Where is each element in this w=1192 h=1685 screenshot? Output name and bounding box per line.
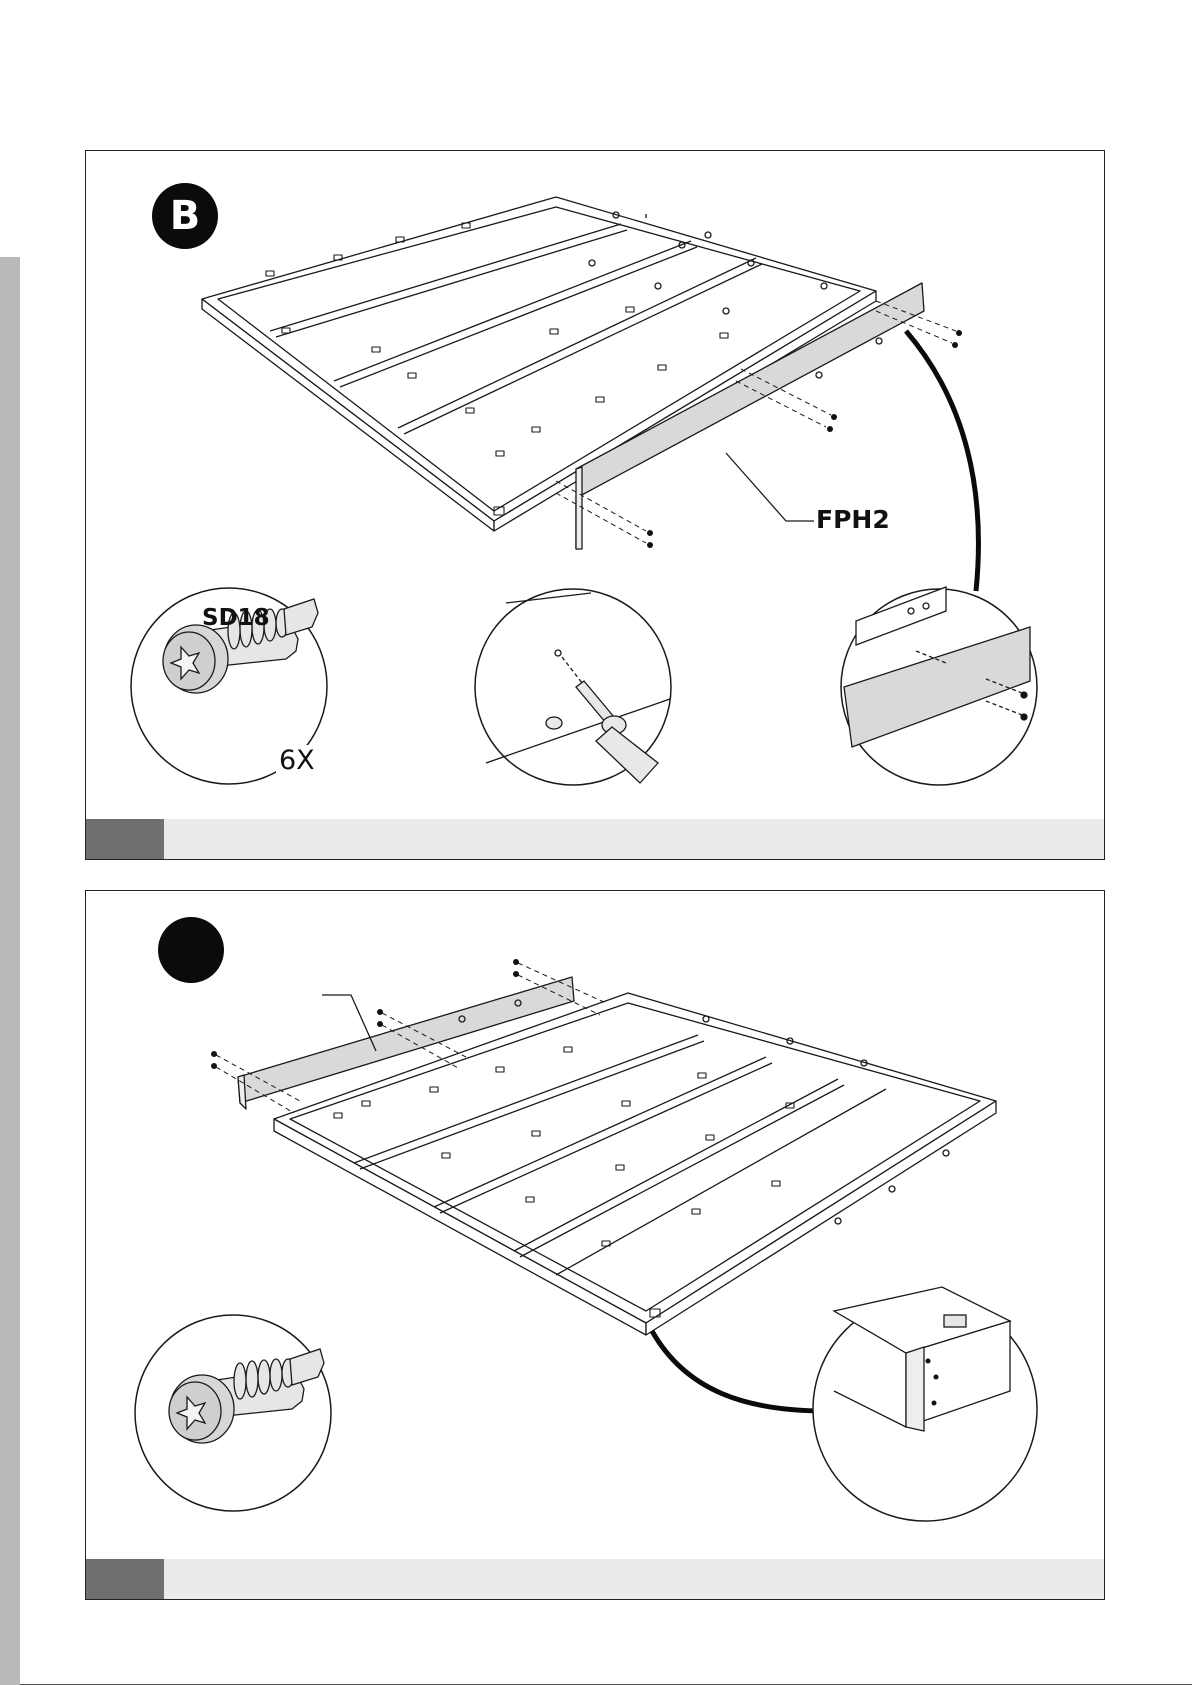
step-badge (152, 183, 218, 249)
step-panel-b (85, 150, 1105, 860)
step-footer-bar (86, 819, 1104, 859)
screw-label: SD18 (202, 605, 270, 631)
part-label: FPH2 (816, 505, 890, 534)
screw-quantity: 6X (276, 745, 318, 776)
step-footer-bar (86, 1559, 1104, 1599)
step-panel-c (85, 890, 1105, 1600)
assembly-illustration-c (86, 891, 1106, 1601)
page-edge-strip (0, 257, 20, 1685)
step-footer-chip (86, 1559, 164, 1599)
assembly-illustration-b (86, 151, 1106, 861)
step-badge (158, 917, 224, 983)
step-letter: B (169, 193, 201, 239)
step-footer-chip (86, 819, 164, 859)
